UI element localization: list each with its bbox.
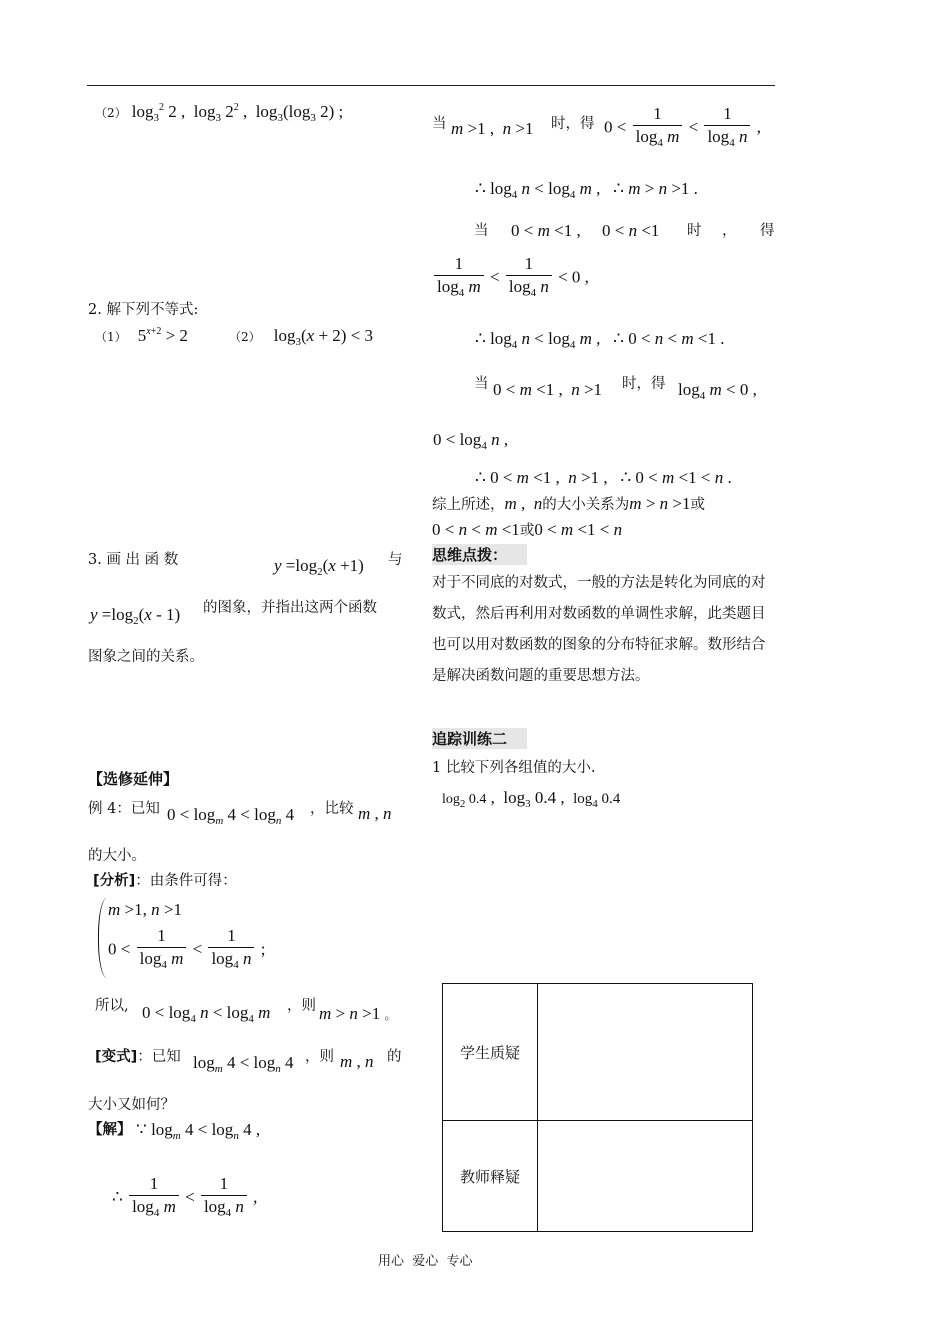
- r-case1-res: ∴ $\log_4 n < \log_4 m$ , ∴ m > n >1 .: [475, 179, 698, 201]
- r-case1-ineq: 0 < $\frac{1}{\log_4 m}$ < $\frac{1}{\log_4 n}$ ,: [604, 104, 761, 149]
- variant-then: ，则: [305, 1049, 334, 1065]
- q2-line: （1） $5^{x+2} > 2$ （2） $\log_3(x + 2) < 3$: [95, 326, 374, 348]
- system-brace: [98, 898, 107, 978]
- r-get-1: 时，得: [551, 116, 595, 132]
- r-summary-line: 综上所述，m , n的大小关系为m > n >1或: [432, 494, 705, 513]
- variant-condition: $\log_m 4 < \log_n 4$: [193, 1053, 294, 1075]
- so-result: m > n >1 。: [319, 1004, 397, 1023]
- r-when-3: 当: [474, 376, 489, 392]
- solution-line-1: ∵ $\log_m 4 < \log_n 4$ ,: [136, 1120, 261, 1142]
- think-title: 思维点拨：: [432, 544, 527, 565]
- r-case3-cond: 0 < m <1 , n >1: [493, 380, 603, 399]
- variant-line: [95, 1045, 181, 1066]
- q2-1-label: （1）: [95, 330, 127, 344]
- think-text: 对于不同底的对数式，一般的方法是转化为同底的对数式，然后再利用对数函数的单调性求解，此类题目也可以用对数函数的图象的分布特征求解。数形结合是解决函数问题的重要思想方法。: [432, 575, 766, 684]
- q3-text-c: 的图象，并指出这两个函数: [203, 600, 377, 616]
- track-title: 追踪训练二: [432, 728, 527, 749]
- r-or-2: 或: [519, 523, 535, 539]
- then-text: ，则: [287, 998, 316, 1014]
- r-case2-cond: 0 < m <1 , 0 < n <1: [511, 221, 660, 240]
- r-case3-ineq1: $\log_4 m < 0$ ,: [678, 380, 757, 402]
- ex4-lead: 例 4：已知: [88, 801, 160, 817]
- r-summary-line-2: 0 < n < m <1或0 < m <1 < n: [432, 520, 623, 539]
- r-when-1: 当: [432, 116, 447, 132]
- r-when-2: 当: [474, 223, 489, 239]
- variant-label: [变式]: [95, 1049, 138, 1065]
- variant-text: ：已知: [137, 1049, 181, 1065]
- q3-text-d: 图象之间的关系。: [88, 649, 204, 665]
- q3-func-1: $y =\log_2(x +1)$: [274, 556, 364, 578]
- so-text: 所以,: [95, 998, 129, 1014]
- q2-2-label: （2）: [229, 330, 261, 344]
- analysis-label: [分析]: [93, 873, 136, 889]
- ex4-tail: 的大小。: [88, 848, 146, 864]
- q3-text-a: 3. 画 出 函 数: [88, 552, 179, 568]
- r-case2-res: ∴ $\log_4 n < \log_4 m$ , ∴ 0 < n < m <1 .: [475, 329, 725, 351]
- qa-label-teacher: 教师释疑: [443, 1121, 538, 1232]
- r-case1-cond: m >1 , n >1: [451, 119, 534, 138]
- system-line-1: m >1, n >1: [108, 900, 182, 919]
- r-case2-ineq: $\frac{1}{\log_4 m}$ < $\frac{1}{\log_4 n}$ < 0 ,: [432, 254, 589, 303]
- r-case3-ineq2: $0 < \log_4 n$ ,: [433, 430, 509, 452]
- variant-tail2: 大小又如何？: [88, 1097, 175, 1113]
- footer: 用心 爱心 专心: [378, 1254, 473, 1269]
- q2-title: 2. 解下列不等式:: [88, 302, 199, 318]
- system-line-2: 0 < $\frac{1}{\log_4 m}$ < $\frac{1}{\log_4 n}$ ;: [108, 926, 266, 971]
- r-case3-get: 时，得: [622, 376, 666, 392]
- r-summary2: 的大小关系为: [542, 497, 630, 513]
- so-formula: $0 < \log_4 n < \log_4 m$: [142, 1003, 271, 1025]
- r-summary: 综上所述，: [432, 497, 505, 513]
- variant-vars: m , n: [340, 1052, 374, 1071]
- qa-cell-student[interactable]: [538, 984, 753, 1121]
- variant-tail: 的: [387, 1049, 402, 1065]
- q1-2-line: （2） $\log_3^2 2$ , $\log_3 2^2$ , $\log_3(\log_3$ 2) ;: [95, 102, 344, 124]
- ex4-condition: $0 < \log_m 4 < \log_n 4$: [167, 805, 295, 827]
- q1-2-label: （2）: [95, 106, 127, 120]
- track-items: $\log_2 0.4$ , $\log_3 0.4$ , $\log_4 0.4$: [442, 788, 621, 810]
- ex4-mid: ，比较: [310, 801, 354, 817]
- analysis-text: ：由条件可得：: [135, 873, 237, 889]
- q3-text-b: 与: [388, 552, 403, 568]
- analysis-line: [93, 869, 237, 890]
- section-title: 【选修延伸】: [88, 770, 179, 788]
- qa-table: [442, 983, 753, 1232]
- solution-label: 【解】: [88, 1122, 132, 1138]
- r-case2-comma: ，: [722, 223, 737, 239]
- r-case3-res: ∴ 0 < m <1 , n >1 , ∴ 0 < m <1 < n .: [475, 468, 732, 487]
- q3-func-2: $y =\log_2(x - 1)$: [90, 605, 181, 627]
- ex4-vars: m , n: [358, 804, 392, 823]
- solution-line-2: ∴ $\frac{1}{\log_4 m}$ < $\frac{1}{\log_4 n}$ ,: [112, 1174, 258, 1219]
- r-case2-time: 时: [687, 223, 702, 239]
- header-rule: [87, 85, 775, 86]
- qa-cell-teacher[interactable]: [538, 1121, 753, 1232]
- track-question: 1 比较下列各组值的大小.: [432, 760, 596, 776]
- qa-label-student: 学生质疑: [443, 984, 538, 1121]
- r-or-1: 或: [690, 497, 705, 513]
- r-case2-get: 得: [760, 223, 775, 239]
